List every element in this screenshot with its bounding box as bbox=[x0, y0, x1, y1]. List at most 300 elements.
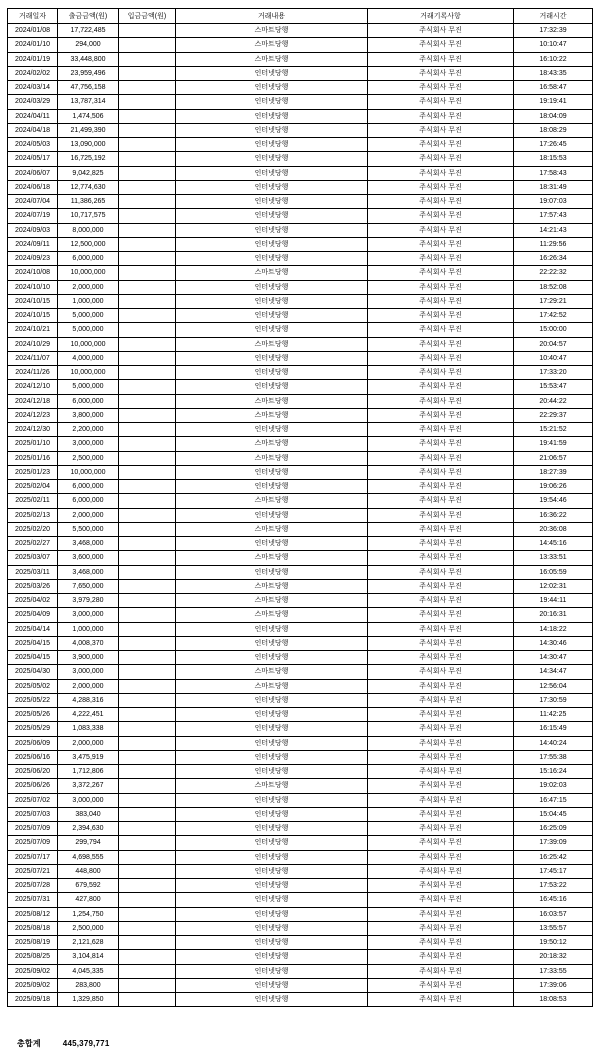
table-row bbox=[8, 537, 593, 551]
description-cell: 스마트당행 bbox=[176, 665, 368, 679]
table-row bbox=[8, 337, 593, 351]
table-row bbox=[8, 893, 593, 907]
record-cell: 주식회사 무진 bbox=[368, 423, 514, 437]
time-cell: 12:56:04 bbox=[514, 679, 593, 693]
record-cell: 주식회사 무진 bbox=[368, 209, 514, 223]
date-cell: 2025/09/02 bbox=[8, 978, 58, 992]
time-cell: 16:26:34 bbox=[514, 252, 593, 266]
record-cell: 주식회사 무진 bbox=[368, 779, 514, 793]
description-cell: 인터넷당행 bbox=[176, 180, 368, 194]
time-cell: 20:16:31 bbox=[514, 608, 593, 622]
date-cell: 2025/03/26 bbox=[8, 579, 58, 593]
date-cell: 2025/04/30 bbox=[8, 665, 58, 679]
description-cell: 스마트당행 bbox=[176, 594, 368, 608]
table-row bbox=[8, 408, 593, 422]
withdrawal-cell: 3,800,000 bbox=[58, 408, 119, 422]
deposit-cell bbox=[119, 81, 176, 95]
deposit-cell bbox=[119, 209, 176, 223]
table-row bbox=[8, 109, 593, 123]
description-cell: 스마트당행 bbox=[176, 437, 368, 451]
date-cell: 2025/03/11 bbox=[8, 565, 58, 579]
time-cell: 19:54:46 bbox=[514, 494, 593, 508]
table-row bbox=[8, 437, 593, 451]
withdrawal-cell: 3,468,000 bbox=[58, 565, 119, 579]
deposit-cell bbox=[119, 950, 176, 964]
withdrawal-cell: 3,468,000 bbox=[58, 537, 119, 551]
deposit-cell bbox=[119, 180, 176, 194]
description-cell: 스마트당행 bbox=[176, 579, 368, 593]
deposit-cell bbox=[119, 793, 176, 807]
description-cell: 스마트당행 bbox=[176, 679, 368, 693]
withdrawal-cell: 2,000,000 bbox=[58, 736, 119, 750]
record-cell: 주식회사 무진 bbox=[368, 579, 514, 593]
date-cell: 2024/11/07 bbox=[8, 351, 58, 365]
table-row bbox=[8, 394, 593, 408]
table-row bbox=[8, 266, 593, 280]
time-cell: 14:34:47 bbox=[514, 665, 593, 679]
time-cell: 17:29:21 bbox=[514, 294, 593, 308]
record-cell: 주식회사 무진 bbox=[368, 81, 514, 95]
time-cell: 17:45:17 bbox=[514, 864, 593, 878]
record-cell: 주식회사 무진 bbox=[368, 921, 514, 935]
record-cell: 주식회사 무진 bbox=[368, 394, 514, 408]
description-cell: 스마트당행 bbox=[176, 522, 368, 536]
time-cell: 14:30:47 bbox=[514, 651, 593, 665]
time-cell: 20:18:32 bbox=[514, 950, 593, 964]
withdrawal-cell: 1,000,000 bbox=[58, 622, 119, 636]
table-row bbox=[8, 351, 593, 365]
time-cell: 17:57:43 bbox=[514, 209, 593, 223]
record-cell: 주식회사 무진 bbox=[368, 651, 514, 665]
date-cell: 2024/01/19 bbox=[8, 52, 58, 66]
table-row bbox=[8, 138, 593, 152]
withdrawal-cell: 6,000,000 bbox=[58, 252, 119, 266]
description-cell: 인터넷당행 bbox=[176, 480, 368, 494]
record-cell: 주식회사 무진 bbox=[368, 337, 514, 351]
deposit-cell bbox=[119, 451, 176, 465]
date-cell: 2025/01/10 bbox=[8, 437, 58, 451]
withdrawal-cell: 2,121,628 bbox=[58, 936, 119, 950]
withdrawal-cell: 9,042,825 bbox=[58, 166, 119, 180]
deposit-cell bbox=[119, 408, 176, 422]
description-cell: 인터넷당행 bbox=[176, 907, 368, 921]
withdrawal-cell: 8,000,000 bbox=[58, 223, 119, 237]
description-cell: 인터넷당행 bbox=[176, 123, 368, 137]
table-row bbox=[8, 508, 593, 522]
time-cell: 18:08:53 bbox=[514, 993, 593, 1007]
deposit-cell bbox=[119, 195, 176, 209]
table-row bbox=[8, 323, 593, 337]
table-row bbox=[8, 594, 593, 608]
deposit-cell bbox=[119, 907, 176, 921]
date-cell: 2025/05/29 bbox=[8, 722, 58, 736]
record-cell: 주식회사 무진 bbox=[368, 252, 514, 266]
description-cell: 인터넷당행 bbox=[176, 693, 368, 707]
record-cell: 주식회사 무진 bbox=[368, 822, 514, 836]
description-cell: 인터넷당행 bbox=[176, 636, 368, 650]
date-cell: 2024/04/11 bbox=[8, 109, 58, 123]
record-cell: 주식회사 무진 bbox=[368, 622, 514, 636]
withdrawal-cell: 1,474,506 bbox=[58, 109, 119, 123]
deposit-cell bbox=[119, 879, 176, 893]
description-cell: 스마트당행 bbox=[176, 779, 368, 793]
date-cell: 2025/07/31 bbox=[8, 893, 58, 907]
table-row bbox=[8, 252, 593, 266]
table-row bbox=[8, 665, 593, 679]
description-cell: 스마트당행 bbox=[176, 451, 368, 465]
deposit-cell bbox=[119, 537, 176, 551]
time-cell: 16:03:57 bbox=[514, 907, 593, 921]
deposit-cell bbox=[119, 123, 176, 137]
description-cell: 인터넷당행 bbox=[176, 109, 368, 123]
time-cell: 16:10:22 bbox=[514, 52, 593, 66]
record-cell: 주식회사 무진 bbox=[368, 195, 514, 209]
time-cell: 19:02:03 bbox=[514, 779, 593, 793]
table-row bbox=[8, 708, 593, 722]
withdrawal-cell: 2,000,000 bbox=[58, 280, 119, 294]
time-cell: 17:42:52 bbox=[514, 309, 593, 323]
table-row bbox=[8, 950, 593, 964]
description-cell: 인터넷당행 bbox=[176, 66, 368, 80]
description-cell: 스마트당행 bbox=[176, 52, 368, 66]
description-cell: 인터넷당행 bbox=[176, 166, 368, 180]
date-cell: 2025/02/13 bbox=[8, 508, 58, 522]
date-cell: 2024/12/23 bbox=[8, 408, 58, 422]
record-cell: 주식회사 무진 bbox=[368, 366, 514, 380]
deposit-cell bbox=[119, 665, 176, 679]
deposit-cell bbox=[119, 864, 176, 878]
description-cell: 인터넷당행 bbox=[176, 309, 368, 323]
table-row bbox=[8, 123, 593, 137]
record-cell: 주식회사 무진 bbox=[368, 66, 514, 80]
description-cell: 인터넷당행 bbox=[176, 622, 368, 636]
table-row bbox=[8, 879, 593, 893]
record-cell: 주식회사 무진 bbox=[368, 679, 514, 693]
time-cell: 13:55:57 bbox=[514, 921, 593, 935]
deposit-cell bbox=[119, 807, 176, 821]
date-cell: 2025/07/02 bbox=[8, 793, 58, 807]
description-cell: 인터넷당행 bbox=[176, 879, 368, 893]
description-cell: 인터넷당행 bbox=[176, 423, 368, 437]
date-cell: 2024/07/04 bbox=[8, 195, 58, 209]
table-row bbox=[8, 679, 593, 693]
date-cell: 2025/07/28 bbox=[8, 879, 58, 893]
description-cell: 인터넷당행 bbox=[176, 465, 368, 479]
deposit-cell bbox=[119, 651, 176, 665]
time-cell: 14:21:43 bbox=[514, 223, 593, 237]
date-cell: 2025/07/17 bbox=[8, 850, 58, 864]
record-cell: 주식회사 무진 bbox=[368, 280, 514, 294]
deposit-cell bbox=[119, 522, 176, 536]
description-cell: 인터넷당행 bbox=[176, 893, 368, 907]
record-cell: 주식회사 무진 bbox=[368, 836, 514, 850]
date-cell: 2025/05/26 bbox=[8, 708, 58, 722]
record-cell: 주식회사 무진 bbox=[368, 38, 514, 52]
time-cell: 17:30:59 bbox=[514, 693, 593, 707]
time-cell: 11:29:56 bbox=[514, 237, 593, 251]
record-cell: 주식회사 무진 bbox=[368, 636, 514, 650]
withdrawal-cell: 383,040 bbox=[58, 807, 119, 821]
table-row bbox=[8, 779, 593, 793]
description-cell: 인터넷당행 bbox=[176, 964, 368, 978]
description-cell: 인터넷당행 bbox=[176, 366, 368, 380]
date-cell: 2025/04/14 bbox=[8, 622, 58, 636]
table-row bbox=[8, 936, 593, 950]
withdrawal-cell: 11,386,265 bbox=[58, 195, 119, 209]
time-cell: 15:21:52 bbox=[514, 423, 593, 437]
description-cell: 인터넷당행 bbox=[176, 936, 368, 950]
date-cell: 2024/09/11 bbox=[8, 237, 58, 251]
deposit-cell bbox=[119, 494, 176, 508]
record-cell: 주식회사 무진 bbox=[368, 693, 514, 707]
grand-total-value: 445,379,771 bbox=[62, 1039, 110, 1049]
deposit-cell bbox=[119, 850, 176, 864]
deposit-cell bbox=[119, 779, 176, 793]
deposit-cell bbox=[119, 736, 176, 750]
time-cell: 19:07:03 bbox=[514, 195, 593, 209]
time-cell: 20:36:08 bbox=[514, 522, 593, 536]
record-cell: 주식회사 무진 bbox=[368, 294, 514, 308]
time-cell: 18:27:39 bbox=[514, 465, 593, 479]
withdrawal-cell: 12,774,630 bbox=[58, 180, 119, 194]
date-cell: 2024/01/10 bbox=[8, 38, 58, 52]
date-cell: 2025/04/09 bbox=[8, 608, 58, 622]
description-cell: 스마트당행 bbox=[176, 551, 368, 565]
date-cell: 2025/03/07 bbox=[8, 551, 58, 565]
date-cell: 2025/09/18 bbox=[8, 993, 58, 1007]
withdrawal-cell: 17,722,485 bbox=[58, 24, 119, 38]
time-cell: 22:29:37 bbox=[514, 408, 593, 422]
record-cell: 주식회사 무진 bbox=[368, 237, 514, 251]
table-row bbox=[8, 722, 593, 736]
description-cell: 인터넷당행 bbox=[176, 921, 368, 935]
deposit-cell bbox=[119, 366, 176, 380]
withdrawal-cell: 4,008,370 bbox=[58, 636, 119, 650]
description-cell: 인터넷당행 bbox=[176, 294, 368, 308]
record-cell: 주식회사 무진 bbox=[368, 936, 514, 950]
withdrawal-cell: 1,000,000 bbox=[58, 294, 119, 308]
table-row bbox=[8, 451, 593, 465]
date-cell: 2024/09/23 bbox=[8, 252, 58, 266]
table-row bbox=[8, 494, 593, 508]
record-cell: 주식회사 무진 bbox=[368, 864, 514, 878]
record-cell: 주식회사 무진 bbox=[368, 950, 514, 964]
withdrawal-cell: 6,000,000 bbox=[58, 394, 119, 408]
date-cell: 2024/09/03 bbox=[8, 223, 58, 237]
header-row bbox=[8, 9, 593, 24]
table-row bbox=[8, 850, 593, 864]
date-cell: 2024/10/29 bbox=[8, 337, 58, 351]
withdrawal-cell: 10,000,000 bbox=[58, 266, 119, 280]
withdrawal-cell: 12,500,000 bbox=[58, 237, 119, 251]
deposit-cell bbox=[119, 323, 176, 337]
deposit-cell bbox=[119, 636, 176, 650]
date-cell: 2025/04/15 bbox=[8, 636, 58, 650]
date-cell: 2024/10/15 bbox=[8, 294, 58, 308]
table-row bbox=[8, 380, 593, 394]
time-cell: 17:58:43 bbox=[514, 166, 593, 180]
time-cell: 18:52:08 bbox=[514, 280, 593, 294]
time-cell: 16:47:15 bbox=[514, 793, 593, 807]
record-cell: 주식회사 무진 bbox=[368, 793, 514, 807]
withdrawal-cell: 2,500,000 bbox=[58, 451, 119, 465]
table-row bbox=[8, 921, 593, 935]
withdrawal-cell: 3,000,000 bbox=[58, 793, 119, 807]
table-row bbox=[8, 693, 593, 707]
deposit-cell bbox=[119, 608, 176, 622]
table-row bbox=[8, 237, 593, 251]
date-cell: 2025/02/20 bbox=[8, 522, 58, 536]
time-cell: 19:19:41 bbox=[514, 95, 593, 109]
record-cell: 주식회사 무진 bbox=[368, 266, 514, 280]
time-cell: 15:00:00 bbox=[514, 323, 593, 337]
record-cell: 주식회사 무진 bbox=[368, 24, 514, 38]
table-row bbox=[8, 522, 593, 536]
record-cell: 주식회사 무진 bbox=[368, 380, 514, 394]
time-cell: 18:08:29 bbox=[514, 123, 593, 137]
description-cell: 인터넷당행 bbox=[176, 850, 368, 864]
table-row bbox=[8, 366, 593, 380]
description-cell: 인터넷당행 bbox=[176, 750, 368, 764]
table-row bbox=[8, 66, 593, 80]
date-cell: 2025/06/26 bbox=[8, 779, 58, 793]
record-cell: 주식회사 무진 bbox=[368, 494, 514, 508]
table-row bbox=[8, 793, 593, 807]
record-cell: 주식회사 무진 bbox=[368, 565, 514, 579]
time-cell: 18:15:53 bbox=[514, 152, 593, 166]
withdrawal-cell: 10,000,000 bbox=[58, 337, 119, 351]
withdrawal-cell: 299,794 bbox=[58, 836, 119, 850]
time-cell: 17:26:45 bbox=[514, 138, 593, 152]
description-cell: 인터넷당행 bbox=[176, 237, 368, 251]
date-cell: 2025/02/04 bbox=[8, 480, 58, 494]
deposit-cell bbox=[119, 465, 176, 479]
description-cell: 인터넷당행 bbox=[176, 380, 368, 394]
withdrawal-cell: 2,500,000 bbox=[58, 921, 119, 935]
date-cell: 2025/04/15 bbox=[8, 651, 58, 665]
deposit-cell bbox=[119, 24, 176, 38]
description-cell: 인터넷당행 bbox=[176, 978, 368, 992]
deposit-cell bbox=[119, 594, 176, 608]
deposit-cell bbox=[119, 237, 176, 251]
table-row bbox=[8, 822, 593, 836]
record-cell: 주식회사 무진 bbox=[368, 180, 514, 194]
deposit-cell bbox=[119, 836, 176, 850]
withdrawal-cell: 4,045,335 bbox=[58, 964, 119, 978]
grand-total-row bbox=[7, 1038, 593, 1049]
table-row bbox=[8, 636, 593, 650]
deposit-cell bbox=[119, 437, 176, 451]
withdrawal-cell: 10,000,000 bbox=[58, 465, 119, 479]
deposit-cell bbox=[119, 152, 176, 166]
withdrawal-cell: 1,083,338 bbox=[58, 722, 119, 736]
col-header-date: 거래일자 bbox=[8, 9, 58, 24]
description-cell: 스마트당행 bbox=[176, 394, 368, 408]
deposit-cell bbox=[119, 138, 176, 152]
date-cell: 2025/09/02 bbox=[8, 964, 58, 978]
withdrawal-cell: 3,979,280 bbox=[58, 594, 119, 608]
date-cell: 2024/11/26 bbox=[8, 366, 58, 380]
deposit-cell bbox=[119, 337, 176, 351]
date-cell: 2025/01/16 bbox=[8, 451, 58, 465]
description-cell: 인터넷당행 bbox=[176, 793, 368, 807]
time-cell: 17:55:38 bbox=[514, 750, 593, 764]
withdrawal-cell: 7,650,000 bbox=[58, 579, 119, 593]
record-cell: 주식회사 무진 bbox=[368, 508, 514, 522]
deposit-cell bbox=[119, 380, 176, 394]
record-cell: 주식회사 무진 bbox=[368, 964, 514, 978]
withdrawal-cell: 4,288,316 bbox=[58, 693, 119, 707]
time-cell: 14:30:46 bbox=[514, 636, 593, 650]
table-row bbox=[8, 52, 593, 66]
date-cell: 2024/12/18 bbox=[8, 394, 58, 408]
record-cell: 주식회사 무진 bbox=[368, 465, 514, 479]
date-cell: 2024/05/03 bbox=[8, 138, 58, 152]
withdrawal-cell: 23,959,496 bbox=[58, 66, 119, 80]
deposit-cell bbox=[119, 52, 176, 66]
description-cell: 인터넷당행 bbox=[176, 280, 368, 294]
date-cell: 2024/12/30 bbox=[8, 423, 58, 437]
withdrawal-cell: 10,000,000 bbox=[58, 366, 119, 380]
description-cell: 인터넷당행 bbox=[176, 836, 368, 850]
date-cell: 2024/06/07 bbox=[8, 166, 58, 180]
table-row bbox=[8, 622, 593, 636]
time-cell: 19:41:59 bbox=[514, 437, 593, 451]
withdrawal-cell: 294,000 bbox=[58, 38, 119, 52]
table-row bbox=[8, 423, 593, 437]
date-cell: 2024/10/10 bbox=[8, 280, 58, 294]
col-header-description: 거래내용 bbox=[176, 9, 368, 24]
date-cell: 2025/07/21 bbox=[8, 864, 58, 878]
deposit-cell bbox=[119, 95, 176, 109]
description-cell: 스마트당행 bbox=[176, 408, 368, 422]
table-row bbox=[8, 180, 593, 194]
description-cell: 인터넷당행 bbox=[176, 822, 368, 836]
time-cell: 16:25:42 bbox=[514, 850, 593, 864]
deposit-cell bbox=[119, 66, 176, 80]
time-cell: 19:06:26 bbox=[514, 480, 593, 494]
time-cell: 17:33:20 bbox=[514, 366, 593, 380]
description-cell: 스마트당행 bbox=[176, 38, 368, 52]
record-cell: 주식회사 무진 bbox=[368, 736, 514, 750]
deposit-cell bbox=[119, 351, 176, 365]
deposit-cell bbox=[119, 978, 176, 992]
record-cell: 주식회사 무진 bbox=[368, 152, 514, 166]
record-cell: 주식회사 무진 bbox=[368, 480, 514, 494]
description-cell: 스마트당행 bbox=[176, 266, 368, 280]
date-cell: 2024/12/10 bbox=[8, 380, 58, 394]
description-cell: 스마트당행 bbox=[176, 494, 368, 508]
table-row bbox=[8, 309, 593, 323]
deposit-cell bbox=[119, 936, 176, 950]
time-cell: 17:32:39 bbox=[514, 24, 593, 38]
record-cell: 주식회사 무진 bbox=[368, 537, 514, 551]
withdrawal-cell: 47,756,158 bbox=[58, 81, 119, 95]
deposit-cell bbox=[119, 394, 176, 408]
deposit-cell bbox=[119, 423, 176, 437]
date-cell: 2024/05/17 bbox=[8, 152, 58, 166]
description-cell: 인터넷당행 bbox=[176, 765, 368, 779]
time-cell: 15:04:45 bbox=[514, 807, 593, 821]
deposit-cell bbox=[119, 622, 176, 636]
description-cell: 인터넷당행 bbox=[176, 537, 368, 551]
time-cell: 12:02:31 bbox=[514, 579, 593, 593]
record-cell: 주식회사 무진 bbox=[368, 665, 514, 679]
table-row bbox=[8, 465, 593, 479]
time-cell: 16:25:09 bbox=[514, 822, 593, 836]
time-cell: 14:18:22 bbox=[514, 622, 593, 636]
withdrawal-cell: 10,717,575 bbox=[58, 209, 119, 223]
